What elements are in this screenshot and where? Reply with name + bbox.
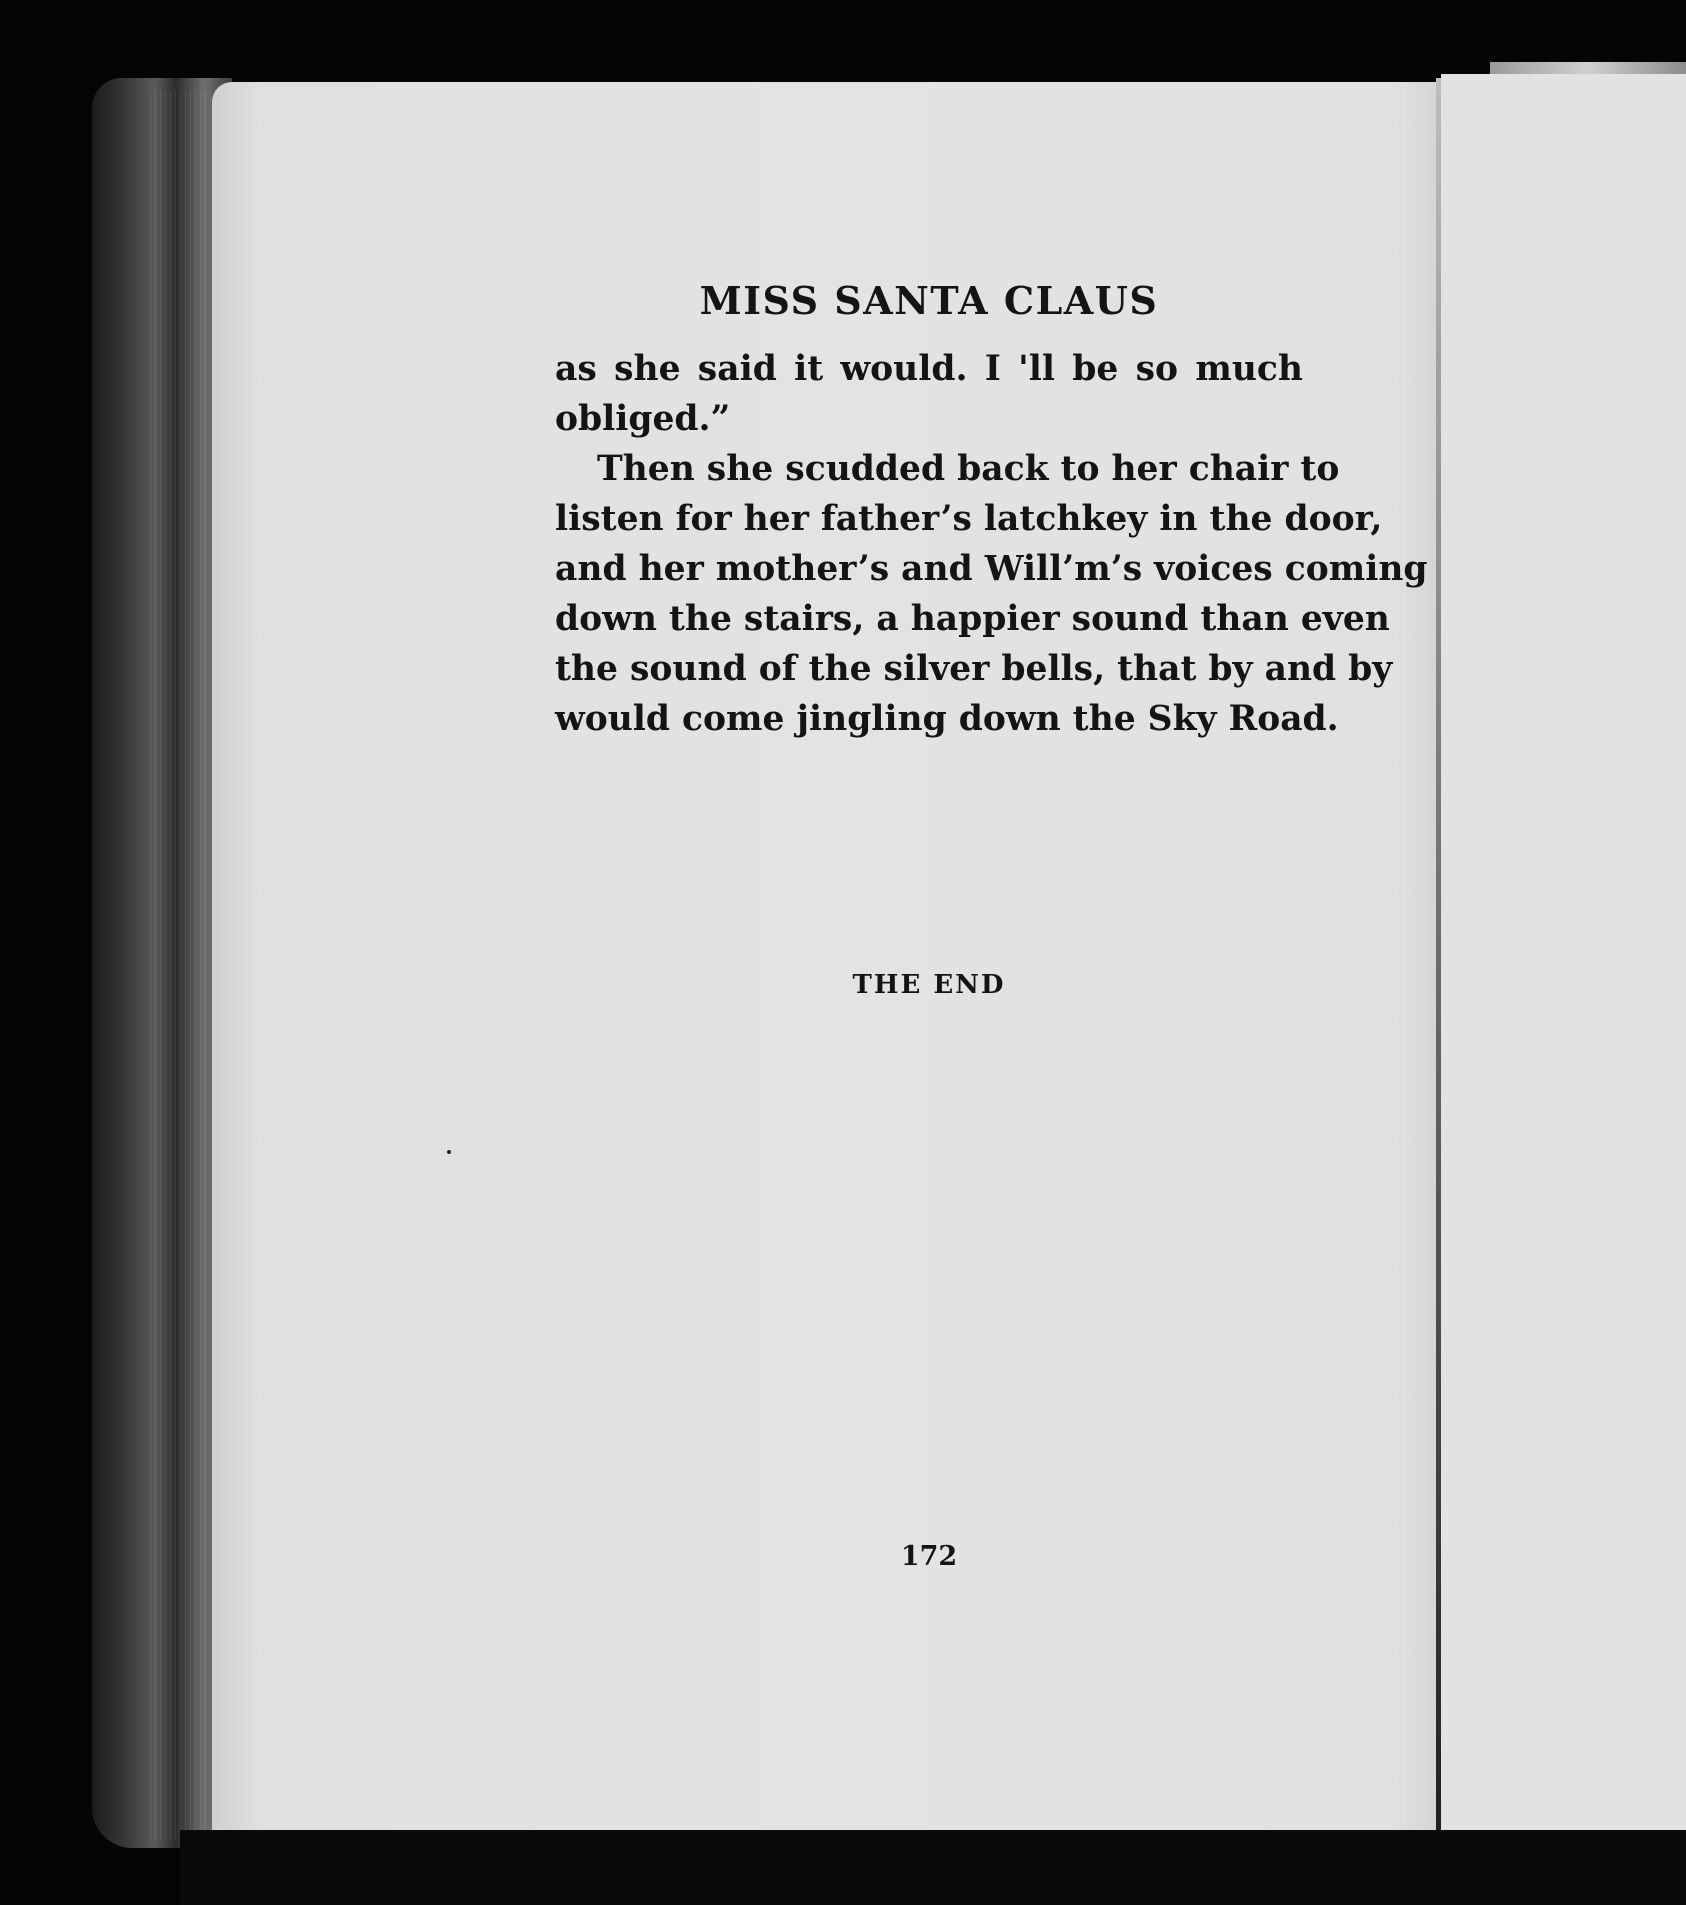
paragraph-1 xyxy=(555,344,1303,444)
paragraph-2-line-5: the sound of the silver bells, that by and by xyxy=(555,649,1393,689)
page-number: 172 xyxy=(900,1541,958,1572)
paragraph-2-line-2: listen for her father’s latchkey in the door, xyxy=(555,499,1383,539)
paragraph-2-line-3: and her mother’s and Will’m’s voices coming xyxy=(555,549,1428,589)
ink-speck xyxy=(447,1150,451,1154)
paragraph-2-line-1: Then she scudded back to her chair to xyxy=(597,449,1340,489)
paragraph-1-line-2: obliged.” xyxy=(555,399,731,439)
paragraph-2-line-4: down the stairs, a happier sound than even xyxy=(555,599,1390,639)
paragraph-1-line-1: as she said it would. I 'll be so much xyxy=(555,349,1303,389)
the-end-label: THE END xyxy=(852,970,1006,1000)
bottom-shadow xyxy=(180,1830,1686,1905)
paragraph-2-line-6: would come jingling down the Sky Road. xyxy=(555,699,1339,739)
blank-facing-page xyxy=(1441,74,1686,1856)
paragraph-2 xyxy=(555,444,1428,744)
running-head: MISS SANTA CLAUS xyxy=(699,278,1159,323)
